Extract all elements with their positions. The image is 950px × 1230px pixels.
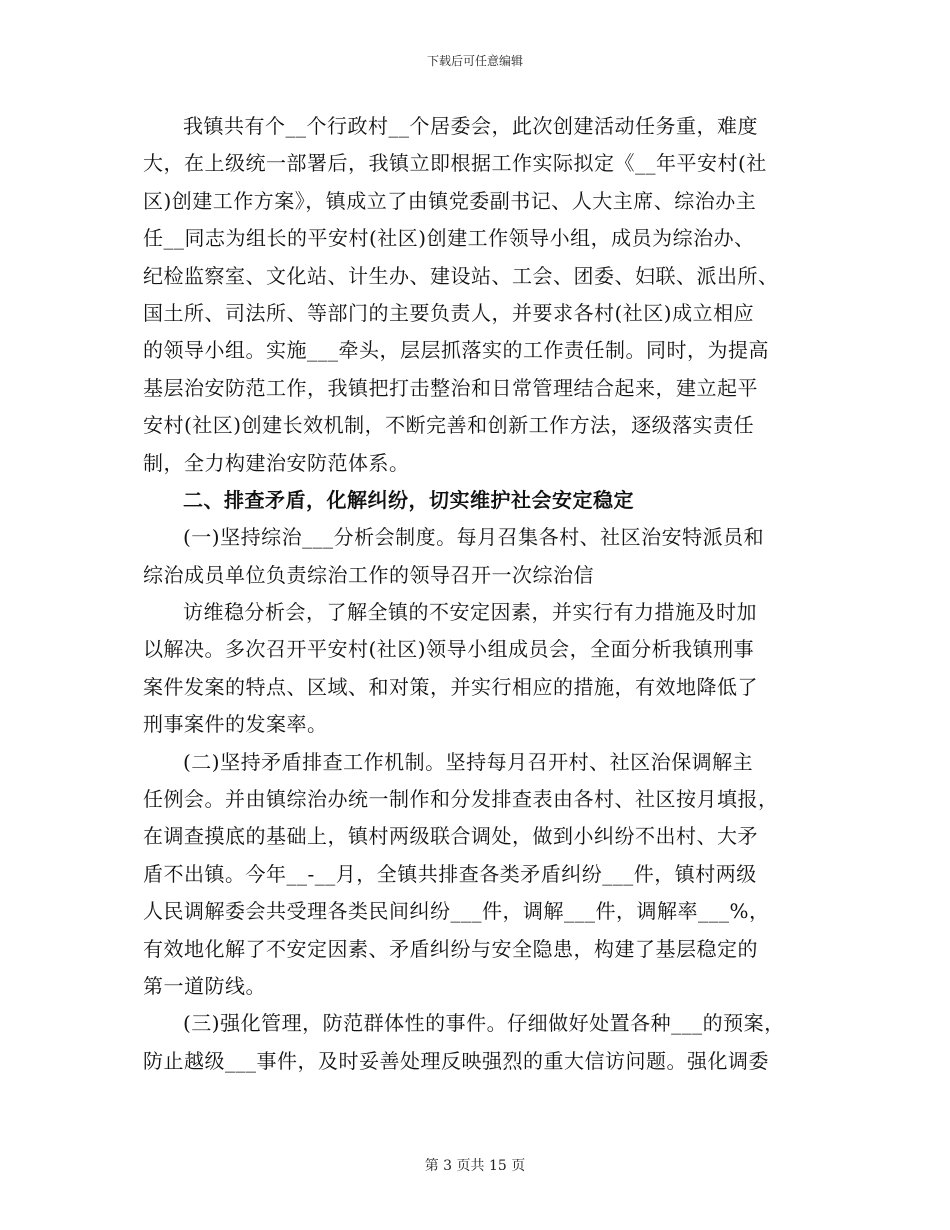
text-line: 以解决。多次召开平安村(社区)领导小组成员会，全面分析我镇刑事 — [143, 637, 755, 662]
text-line: 任例会。并由镇综治办统一制作和分发排查表由各村、社区按月填报， — [143, 787, 779, 812]
text-line: 访维稳分析会，了解全镇的不安定因素，并实行有力措施及时加 — [183, 600, 757, 625]
text-line: 纪检监察室、文化站、计生办、建设站、工会、团委、妇联、派出所、 — [143, 263, 779, 288]
text-line: 我镇共有个__个行政村__个居委会，此次创建活动任务重，难度 — [183, 114, 758, 138]
text-line: (三)强化管理，防范群体性的事件。仔细做好处置各种___的预案， — [183, 1011, 785, 1036]
page-header: 下载后可任意编辑 — [426, 54, 523, 68]
text-line: 安村(社区)创建长效机制，不断完善和创新工作方法，逐级落实责任 — [143, 413, 755, 438]
text-line: 任__同志为组长的平安村(社区)创建工作领导小组，成员为综治办、 — [143, 226, 755, 251]
text-line: 有效地化解了不安定因素、矛盾纠纷与安全隐患，构建了基层稳定的 — [143, 936, 758, 961]
text-line: 基层治安防范工作，我镇把打击整治和日常管理结合起来，建立起平 — [143, 375, 758, 400]
text-line: (二)坚持矛盾排查工作机制。坚持每月召开村、社区治保调解主 — [183, 749, 754, 774]
text-line: 在调查摸底的基础上，镇村两级联合调处，做到小纠纷不出村、大矛 — [143, 824, 758, 849]
text-line: 的领导小组。实施___牵头，层层抓落实的工作责任制。同时，为提高 — [143, 338, 769, 363]
text-line: 案件发案的特点、区域、和对策，并实行相应的措施，有效地降低了 — [143, 674, 758, 699]
page-number: 第 3 页共 15 页 — [424, 1158, 526, 1174]
section-heading: 二、排查矛盾，化解纠纷，切实维护社会安定稳定 — [183, 487, 634, 512]
text-line: 人民调解委会共受理各类民间纠纷___件，调解___件，调解率___%， — [143, 899, 770, 924]
text-line: (一)坚持综治___分析会制度。每月召集各村、社区治安特派员和 — [183, 525, 765, 550]
text-line: 大，在上级统一部署后，我镇立即根据工作实际拟定《__年平安村(社 — [143, 151, 767, 176]
text-line: 防止越级___事件，及时妥善处理反映强烈的重大信访问题。强化调委 — [143, 1048, 769, 1073]
document-body — [143, 108, 823, 1080]
text-line: 综治成员单位负责综治工作的领导召开一次综治信 — [143, 562, 594, 587]
text-line: 刑事案件的发案率。 — [143, 712, 328, 737]
text-line: 国土所、司法所、等部门的主要负责人，并要求各村(社区)成立相应 — [143, 300, 755, 325]
text-line: 第一道防线。 — [143, 973, 266, 998]
text-line: 区)创建工作方案》，镇成立了由镇党委副书记、人大主席、综治办主 — [143, 188, 757, 213]
text-line: 盾不出镇。今年__-__月，全镇共排查各类矛盾纠纷___件，镇村两级 — [143, 861, 757, 886]
text-line: 制，全力构建治安防范体系。 — [143, 450, 410, 475]
